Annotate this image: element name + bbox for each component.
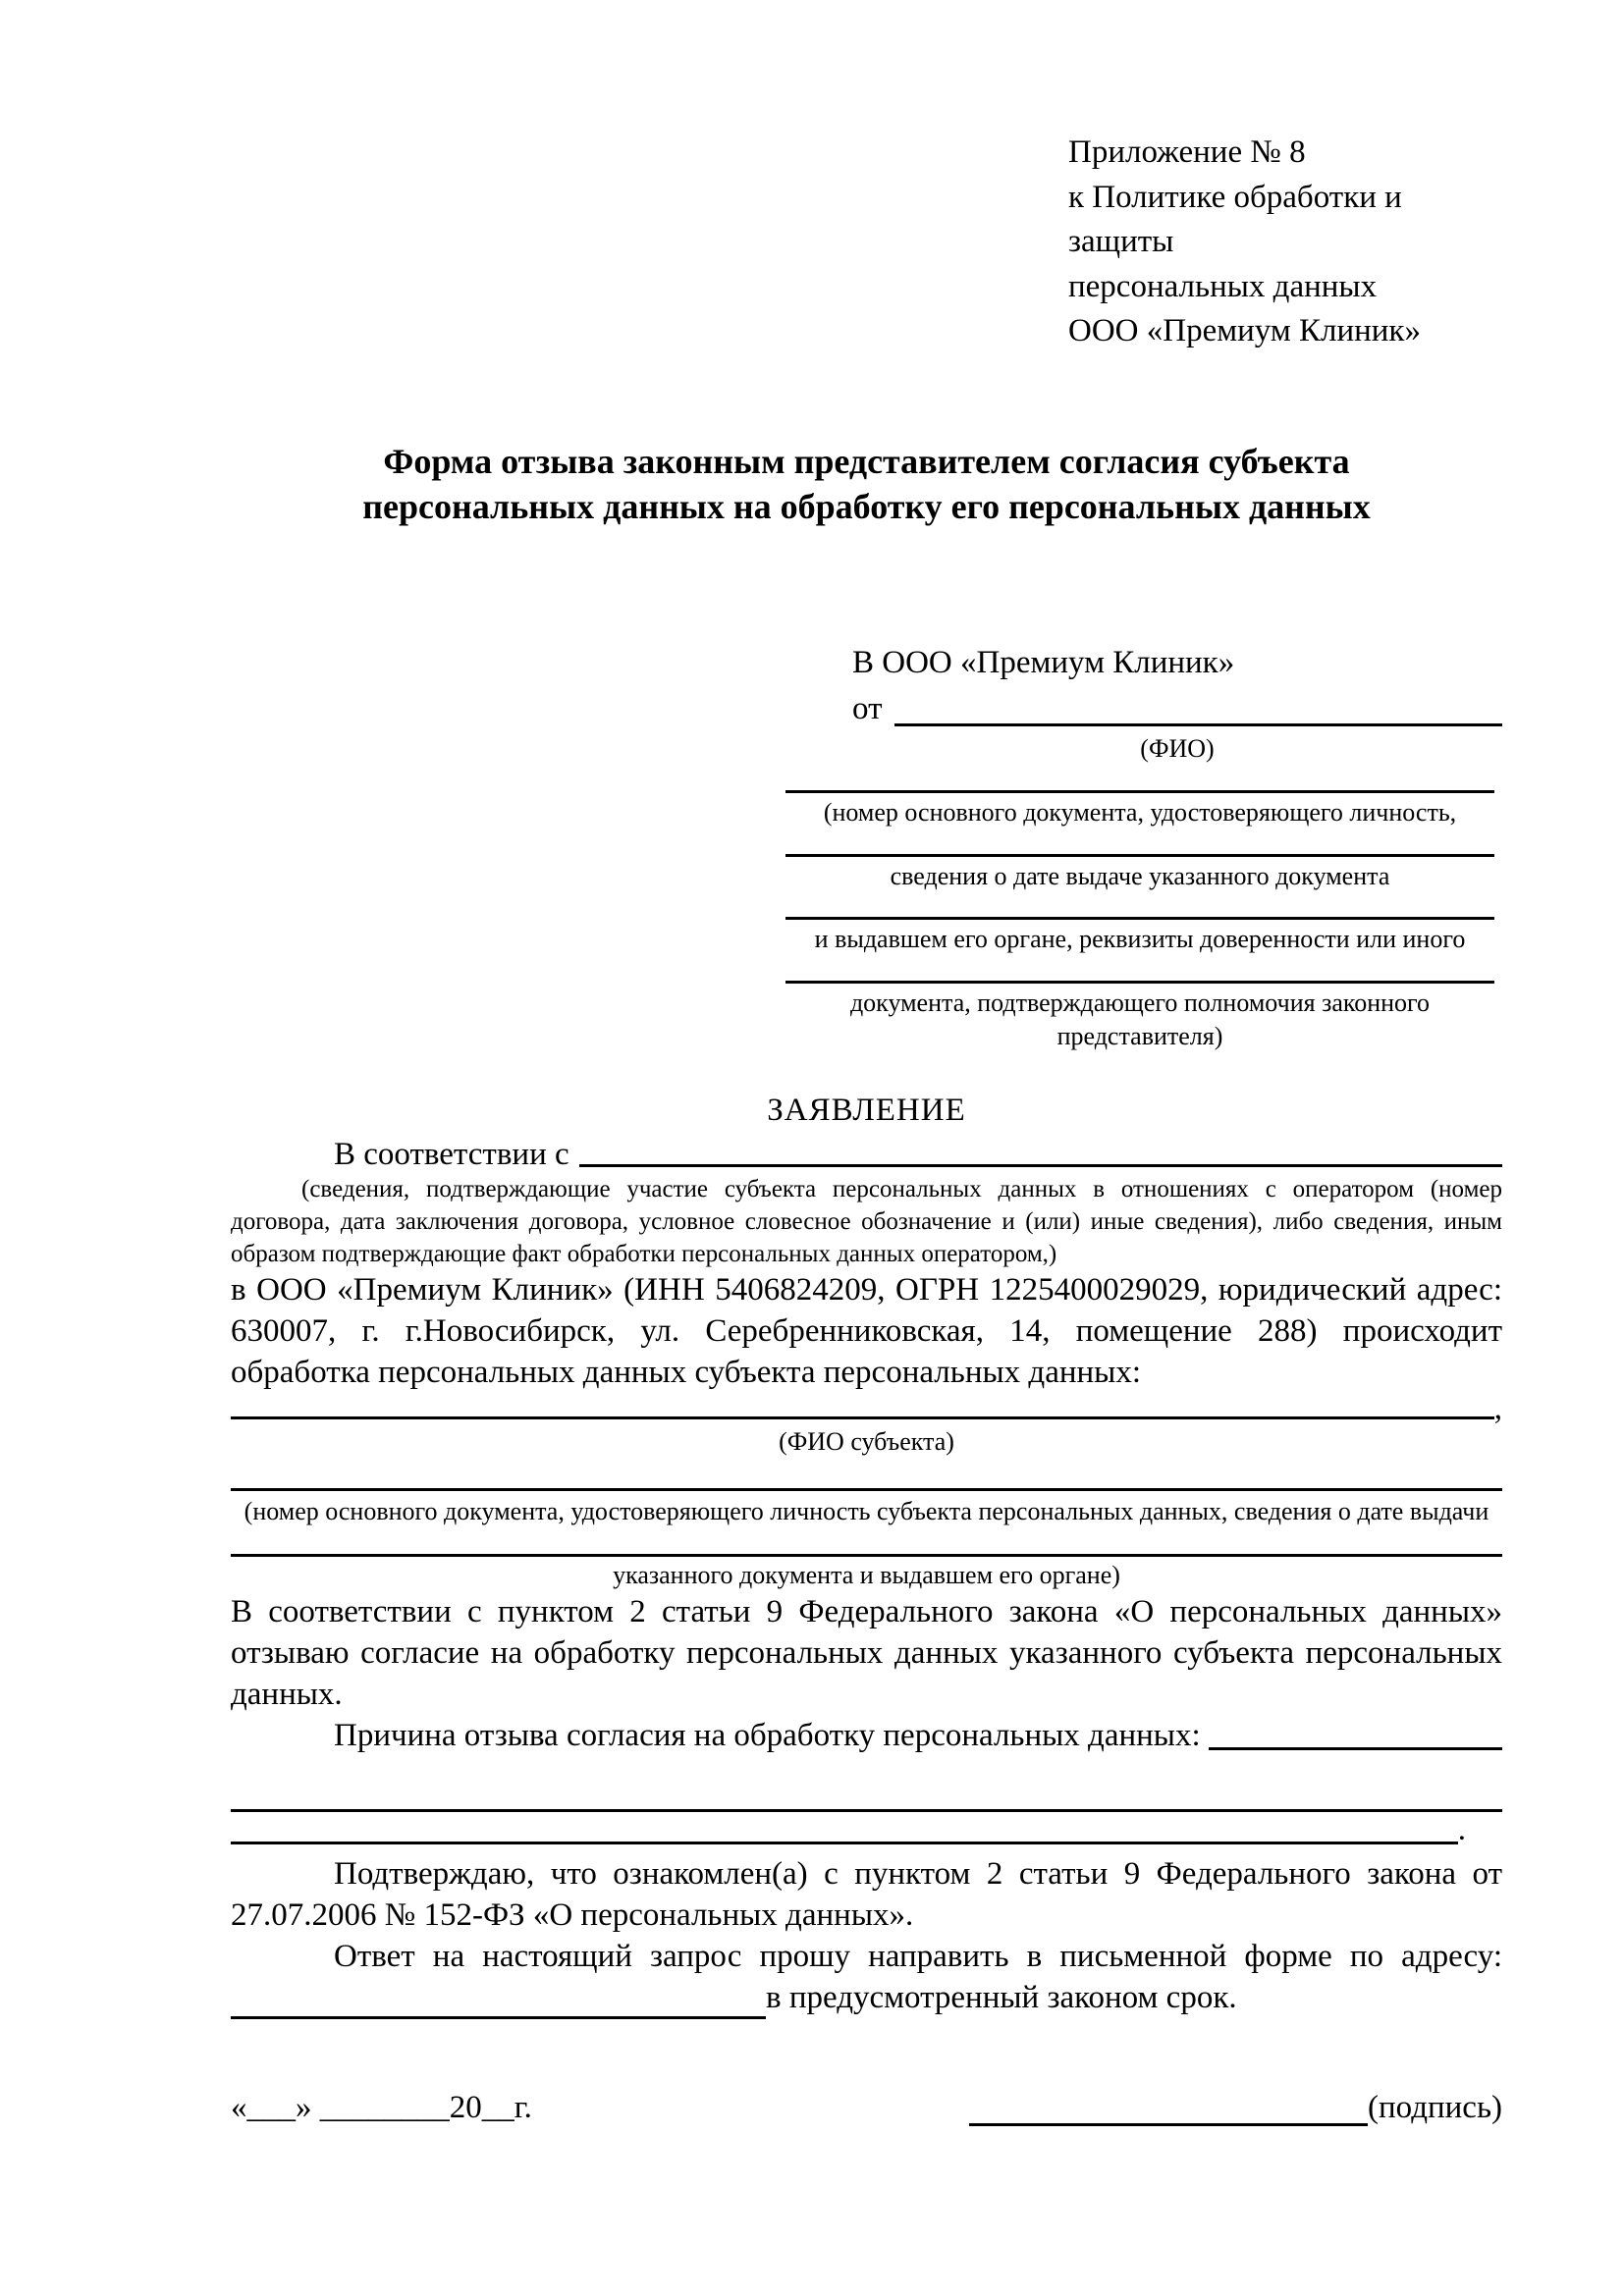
from-label: от [852,691,883,727]
reply-paragraph: Ответ на настоящий запрос прошу направить в письменной форме по адресу: [334,1939,1502,1975]
appendix-line: Приложение № 8 [1068,134,1306,170]
document-number-blank-line [785,766,1494,793]
operator-paragraph: в ООО «Премиум Клиник» (ИНН 5406824209, ОГРН 1225400029029, юридический адрес: 630007, г. г.Новосибирск, ул. Серебренниковская, 14, помещение 288) происходит обработка персональных данных субъекта персональных данных: [231,1271,1502,1390]
signature-blank-line [969,2093,1368,2126]
document-title-line2: персональных данных на обработку его персональных данных [362,487,1371,527]
withdrawal-paragraph: В соответствии с пунктом 2 статьи 9 Федерального закона «О персональных данных» отзываю согласие на обработку персональных данных указанного субъекта персональных данных. [231,1593,1502,1712]
signature-group [969,2090,1502,2126]
reply-address-row [231,1978,1502,2019]
document-title [231,439,1502,531]
subject-fio-caption: (ФИО субъекта) [779,1427,954,1457]
reason-row [231,1716,1502,1757]
reason-continuation-line-2 [231,1815,1458,1844]
blank-row [785,892,1494,956]
subject-document-caption-1: (номер основного документа, удостоверяющего личность субъекта персональных данных, сведения о дате выдачи [244,1497,1489,1526]
signature-caption: (подпись) [1368,2090,1502,2126]
blank-row [785,829,1494,893]
statement-heading: ЗАЯВЛЕНИЕ [767,1092,966,1128]
appendix-line: к Политике обработки и защиты [1068,179,1402,260]
authority-document-blank-line [785,956,1494,984]
blank-caption: документа, подтверждающего полномочия законного представителя) [849,988,1431,1050]
period: . [1457,1812,1466,1848]
date-line: «___» ________20__г. [231,2090,532,2126]
appendix-line: персональных данных [1068,268,1378,304]
document-title-line1: Форма отзыва законным представителем согласия субъекта [383,441,1350,481]
subject-document-blank-line-2 [231,1554,1502,1557]
addressee-organization: В ООО «Премиум Клиник» [852,645,1235,681]
subject-document-caption-2: указанного документа и выдавшем его органе) [613,1561,1120,1590]
blank-row [785,766,1494,829]
issue-date-blank-line [785,829,1494,857]
blank-caption: и выдавшем его органе, реквизиты доверенности или иного [814,925,1466,954]
reply-tail: в предусмотренный законом срок. [766,1980,1237,2016]
representative-fio-blank-line [894,723,1503,726]
reason-continuation-row [231,1812,1466,1848]
blank-row [785,956,1494,1053]
confirmation-paragraph: Подтверждаю, что ознакомлен(а) с пунктом 2 статьи 9 Федерального закона от 27.07.2006 № 152-ФЗ «О персональных данных». [231,1856,1502,1934]
date-signature-row [231,2090,1502,2126]
blank-caption: сведения о дате выдаче указанного документа [890,861,1390,890]
fio-caption: (ФИО) [1140,733,1215,763]
addressee-block [852,640,1502,766]
issuing-authority-blank-line [785,892,1494,920]
reason-label: Причина отзыва согласия на обработку персональных данных: [334,1717,1201,1753]
appendix-line: ООО «Премиум Клиник» [1068,313,1421,349]
reply-address-blank-line [231,1986,766,2019]
reason-blank-line [1209,1747,1502,1750]
accordance-blank-line [579,1164,1502,1167]
accordance-row [231,1137,1502,1173]
representative-document-blanks [785,766,1494,1053]
from-row [852,686,1502,732]
subject-fio-row [231,1393,1502,1425]
accordance-caption: (сведения, подтверждающие участие субъекта персональных данных в отношениях с оператором (номер договора, дата заключения договора, условное словесное обозначение и (или) иные сведения), либо сведения, иным образом подтверждающие факт обработки персональных данных оператором,) [231,1175,1502,1267]
blank-caption: (номер основного документа, удостоверяющего личность, [823,797,1457,827]
subject-document-blank-line [231,1488,1502,1491]
appendix-header [1068,131,1502,354]
comma: , [1493,1391,1502,1427]
accordance-label: В соответствии с [334,1136,569,1172]
subject-fio-blank-line [231,1416,1494,1419]
